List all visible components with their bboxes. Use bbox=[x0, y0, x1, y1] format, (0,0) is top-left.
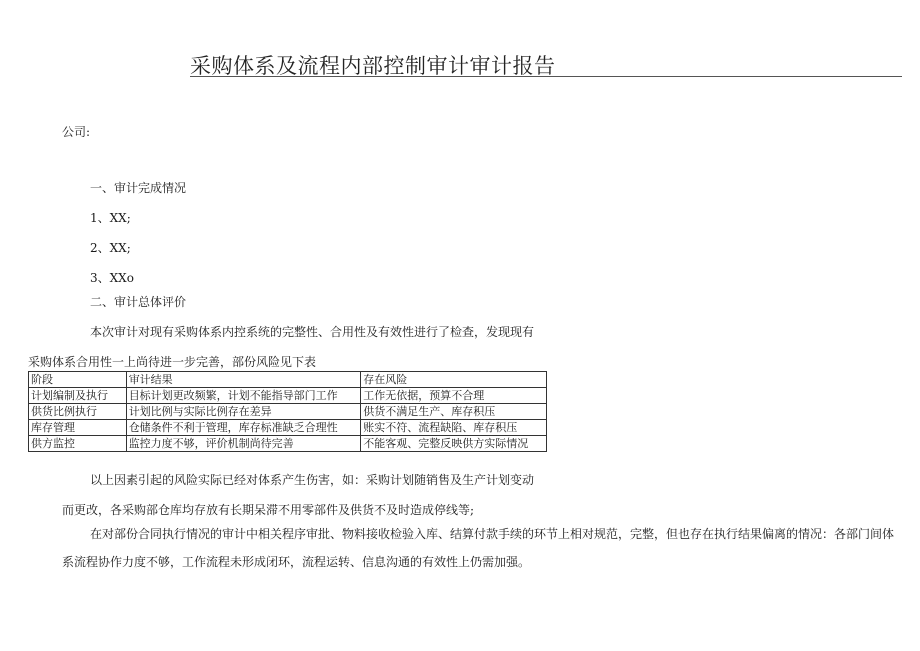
table-cell: 账实不符、流程缺陷、库存积压 bbox=[361, 420, 547, 436]
table-cell: 监控力度不够，评价机制尚待完善 bbox=[126, 436, 361, 452]
greeting: 公司: bbox=[62, 125, 91, 139]
table-header-row bbox=[29, 372, 547, 388]
table-header-risk: 存在风险 bbox=[361, 372, 547, 388]
section1-item-3: 3、XXo bbox=[90, 271, 134, 285]
table-cell: 计划编制及执行 bbox=[29, 388, 127, 404]
table-cell: 工作无依据，预算不合理 bbox=[361, 388, 547, 404]
section2-heading: 二、审计总体评价 bbox=[90, 295, 187, 309]
after-table-line2: 而更改，各采购部仓库均存放有长期呆滞不用零部件及供货不及时造成停线等; bbox=[62, 503, 475, 517]
table-row bbox=[29, 404, 547, 420]
title-underline bbox=[190, 76, 902, 77]
table-row bbox=[29, 436, 547, 452]
table-header-stage: 阶段 bbox=[29, 372, 127, 388]
section1-heading: 一、审计完成情况 bbox=[90, 181, 187, 195]
table-cell: 供货不满足生产、库存积压 bbox=[361, 404, 547, 420]
table-header-result: 审计结果 bbox=[126, 372, 361, 388]
risk-table bbox=[28, 371, 547, 452]
table-cell: 供货比例执行 bbox=[29, 404, 127, 420]
section1-item-1: 1、XX; bbox=[90, 211, 131, 225]
table-cell: 仓储条件不利于管理，库存标准缺乏合理性 bbox=[126, 420, 361, 436]
table-cell: 计划比例与实际比例存在差异 bbox=[126, 404, 361, 420]
after-table-line1: 以上因素引起的风险实际已经对体系产生伤害，如：采购计划随销售及生产计划变动 bbox=[90, 473, 535, 487]
after-table-line4: 系流程协作力度不够，工作流程未形成闭环，流程运转、信息沟通的有效性上仍需加强。 bbox=[62, 555, 531, 569]
page-title: 采购体系及流程内部控制审计审计报告 bbox=[190, 54, 556, 78]
section2-paragraph-line2: 采购体系合用性一上尚待进一步完善，部份风险见下表 bbox=[28, 355, 317, 369]
table-cell: 供方监控 bbox=[29, 436, 127, 452]
table-cell: 库存管理 bbox=[29, 420, 127, 436]
table-cell: 目标计划更改频繁，计划不能指导部门工作 bbox=[126, 388, 361, 404]
after-table-line3: 在对部份合同执行情况的审计中相关程序审批、物料接收检验入库、结算付款手续的环节上相对规范，完整，但也存在执行结果偏离的情况：各部门间体 bbox=[90, 527, 895, 541]
table-cell: 不能客观、完整反映供方实际情况 bbox=[361, 436, 547, 452]
table-row bbox=[29, 388, 547, 404]
section1-item-2: 2、XX; bbox=[90, 241, 131, 255]
section2-paragraph-line1: 本次审计对现有采购体系内控系统的完整性、合用性及有效性进行了检查，发现现有 bbox=[90, 325, 535, 339]
table-row bbox=[29, 420, 547, 436]
